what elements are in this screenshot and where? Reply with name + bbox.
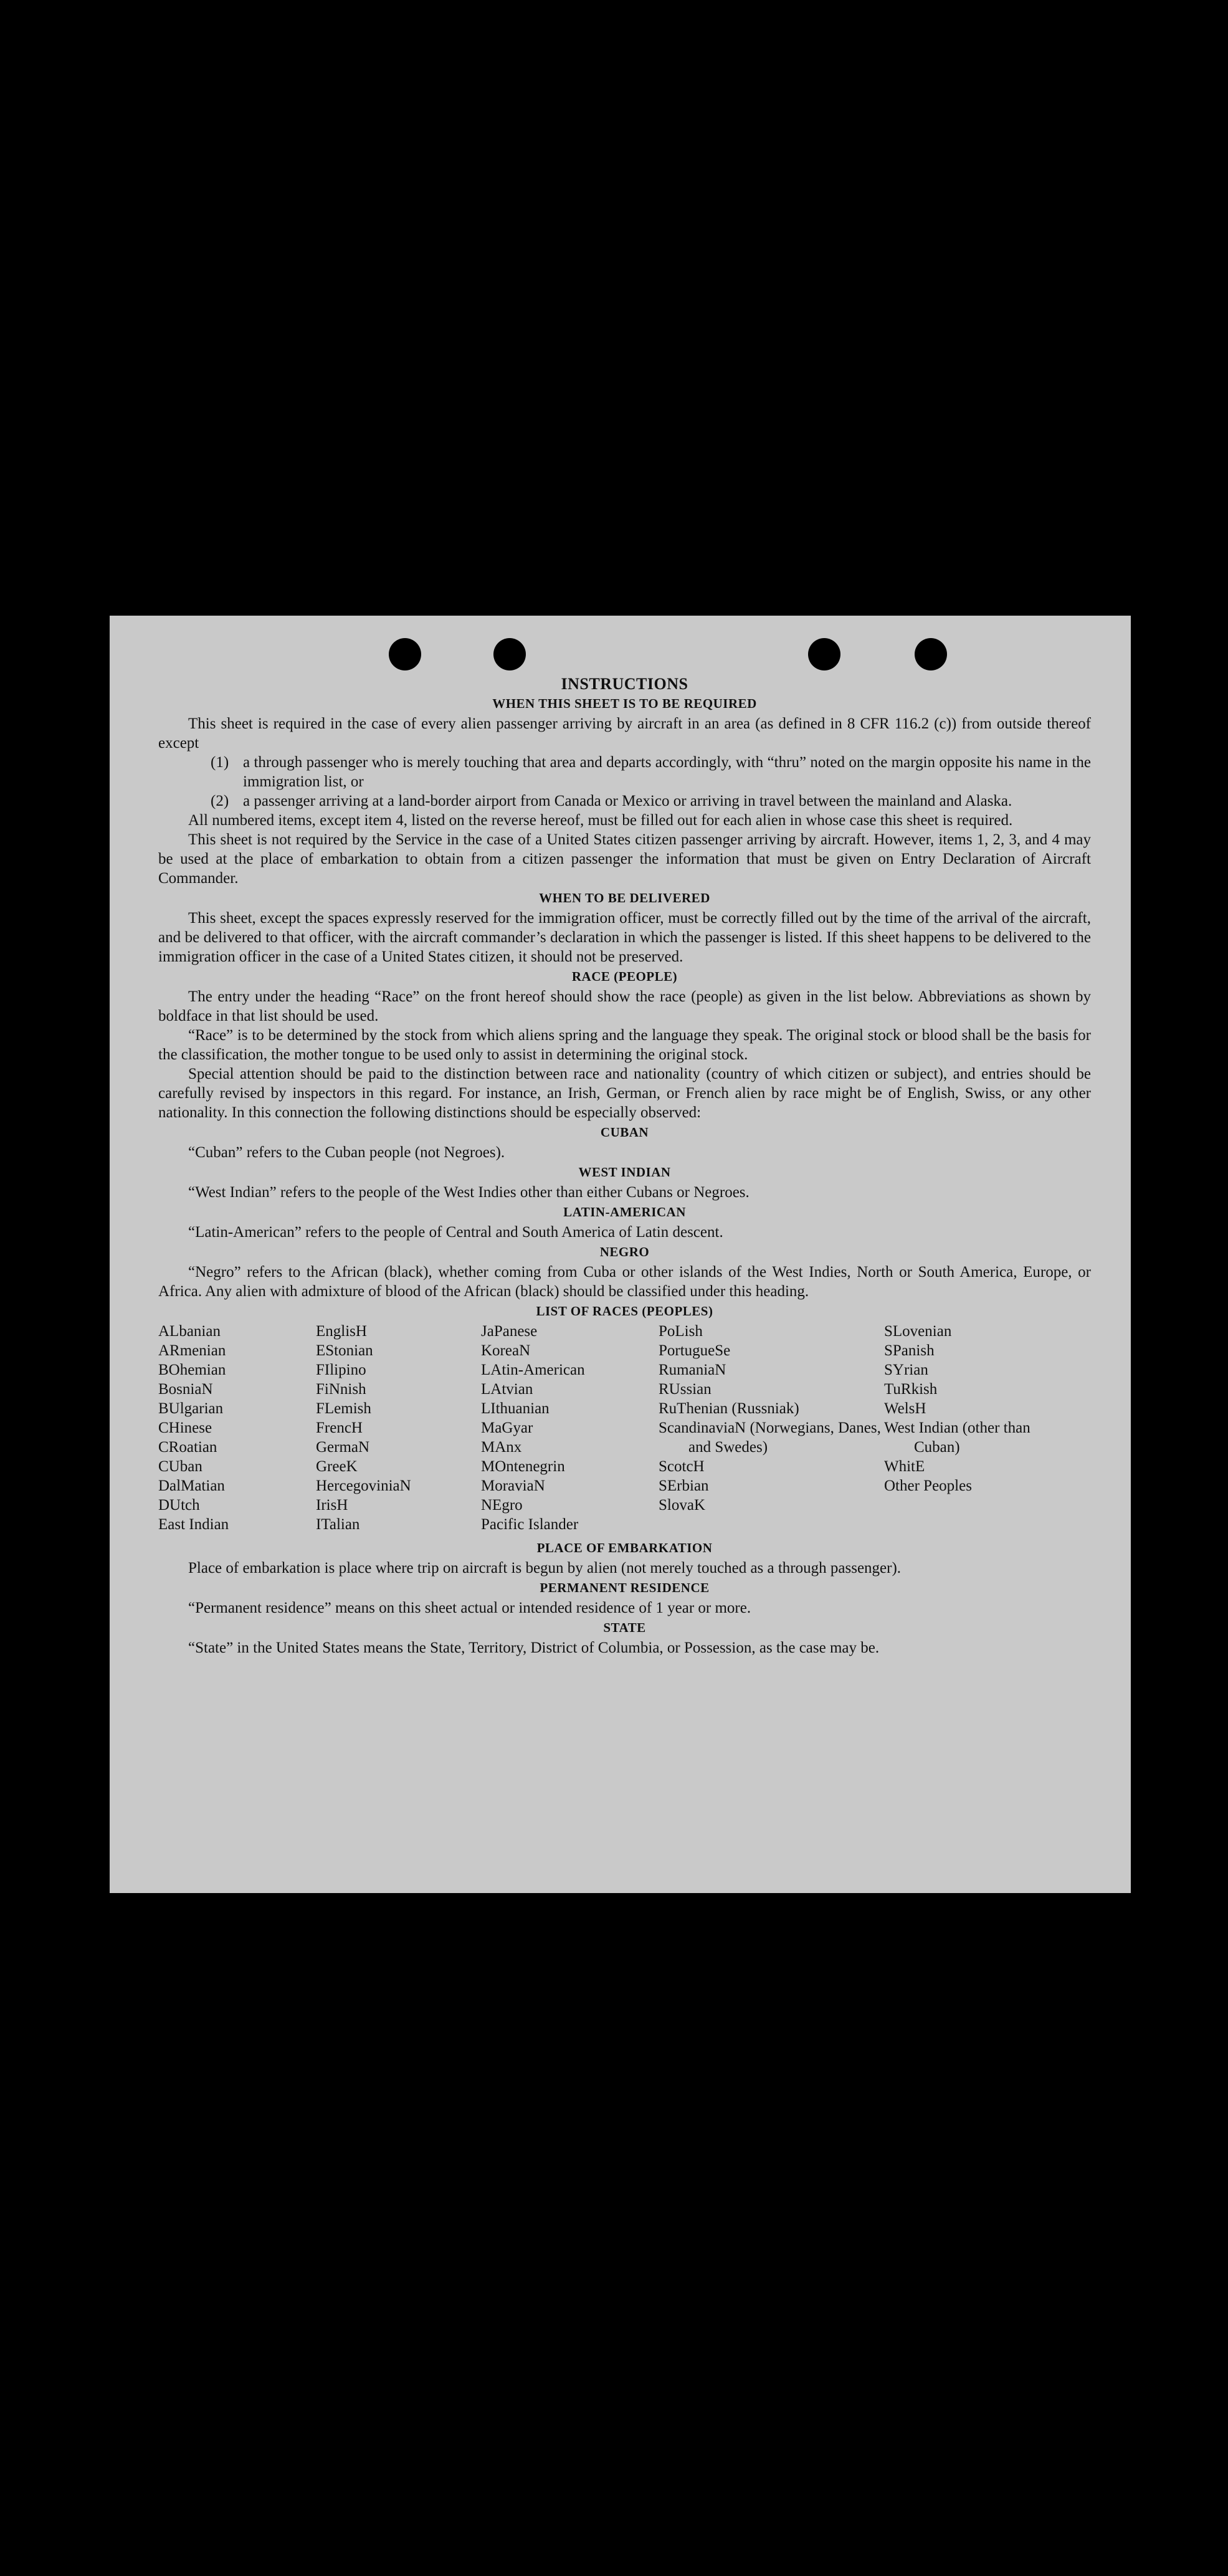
race-item: Other Peoples [884,1477,972,1494]
section-heading: CUBAN [600,1125,649,1140]
race-item: TuRkish [884,1381,938,1398]
section-heading: STATE [603,1620,646,1635]
race-column [158,1322,316,1534]
instruction-sheet [110,616,1131,1893]
item-number: (1) [211,754,229,771]
race-item: WelsH [884,1400,926,1417]
race-item: LAtvian [481,1381,533,1398]
race-item: RUssian [659,1381,712,1398]
race-item: MOntenegrin [481,1458,565,1475]
paragraph: This sheet is required in the case of every alien passenger arriving by aircraft in an area (as defined in 8 CFR 116.2 (c)) from outside thereof except [158,715,1091,751]
paragraph: The entry under the heading “Race” on the front hereof should show the race (people) as given in the list below. Abbreviations as shown by boldface in that list should be used. [158,988,1091,1024]
paragraph: “Permanent residence” means on this sheet actual or intended residence of 1 year or more. [188,1600,751,1616]
race-item: Pacific Islander [481,1516,579,1533]
section-heading: PLACE OF EMBARKATION [536,1540,713,1555]
race-item: ITalian [316,1516,360,1533]
page-title: INSTRUCTIONS [561,675,688,693]
item-text: a through passenger who is merely touching that area and departs accordingly, with “thru” noted on the margin opposite his name in the immigration list, or [243,754,1091,790]
paragraph: “Cuban” refers to the Cuban people (not Negroes). [188,1144,505,1161]
race-item: EnglisH [316,1323,367,1340]
race-list [158,1322,1091,1534]
section-heading: NEGRO [599,1244,650,1259]
race-item: ScandinaviaN (Norwegians, Danes, and Swedes) [659,1419,881,1456]
item-text: a passenger arriving at a land-border airport from Canada or Mexico or arriving in travel between the mainland and Alaska. [243,793,1012,809]
punch-hole [389,638,421,670]
race-item: MoraviaN [481,1477,545,1494]
race-item: West Indian (other than Cuban) [884,1419,1030,1456]
item-number: (2) [211,793,229,809]
race-item: FIlipino [316,1362,366,1378]
race-item: DUtch [158,1497,200,1514]
race-item: RumaniaN [659,1362,726,1378]
race-item: HercegoviniaN [316,1477,411,1494]
paragraph: “State” in the United States means the State, Territory, District of Columbia, or Possession, as the case may be. [188,1639,880,1656]
race-item: FLemish [316,1400,371,1417]
race-item: CHinese [158,1419,212,1436]
paragraph: “West Indian” refers to the people of the West Indies other than either Cubans or Negroes. [188,1184,750,1201]
race-item: FiNnish [316,1381,366,1398]
race-item: LIthuanian [481,1400,550,1417]
race-item: ARmenian [158,1342,226,1359]
race-column [659,1322,884,1534]
section-heading: WEST INDIAN [578,1165,671,1180]
race-item: RuThenian (Russniak) [659,1400,799,1417]
race-item: LAtin-American [481,1362,585,1378]
paragraph: “Negro” refers to the African (black), whether coming from Cuba or other islands of the West Indies, North or South America, Europe, or Africa. Any alien with admixture of blood of the African (black) should be classified under this heading. [158,1264,1091,1300]
section-heading: RACE (PEOPLE) [571,969,678,984]
paragraph: “Race” is to be determined by the stock from which aliens spring and the language they speak. The original stock or blood shall be the basis for the classification, the mother tongue to be used only to assist in determining the original stock. [158,1027,1091,1063]
race-item: GermaN [316,1439,370,1456]
list-item [211,791,1091,811]
race-item: SlovaK [659,1497,705,1514]
race-item: MAnx [481,1439,522,1456]
race-item: WhitE [884,1458,925,1475]
paragraph: This sheet is not required by the Service in the case of a United States citizen passenger arriving by aircraft. However, items 1, 2, 3, and 4 may be used at the place of embarkation to obtain from a citizen passenger the information that must be given on Entry Declaration of Aircraft Commander. [158,831,1091,887]
paragraph: This sheet, except the spaces expressly reserved for the immigration officer, must be correctly filled out by the time of the arrival of the aircraft, and be delivered to that officer, with the aircraft commander’s declaration in which the passenger is listed. If this sheet happens to be delivered to the immigration officer in the case of a United States citizen, it should not be preserved. [158,910,1091,965]
race-item: PoLish [659,1323,703,1340]
paragraph: Place of embarkation is place where trip on aircraft is begun by alien (not merely touched as a through passenger). [188,1560,902,1577]
race-column [481,1322,659,1534]
race-item: EStonian [316,1342,373,1359]
race-column [884,1322,1046,1534]
punch-hole [808,638,840,670]
race-item: JaPanese [481,1323,538,1340]
section-heading: LIST OF RACES (PEOPLES) [536,1304,713,1319]
section-heading: WHEN THIS SHEET IS TO BE REQUIRED [492,696,757,711]
race-item: ScotcH [659,1458,705,1475]
paragraph: “Latin-American” refers to the people of Central and South America of Latin descent. [188,1224,723,1241]
race-item: KoreaN [481,1342,531,1359]
section-heading: WHEN TO BE DELIVERED [539,890,710,905]
section-heading: LATIN-AMERICAN [563,1205,686,1219]
paragraph: Special attention should be paid to the distinction between race and nationality (country of which citizen or subject), and entries should be carefully revised by inspectors in this regard. For instance, an Irish, German, or French alien by race might be of English, Swiss, or any other nationality. In this connection the following distinctions should be especially observed: [158,1066,1091,1121]
race-item: PortugueSe [659,1342,731,1359]
race-item: CRoatian [158,1439,217,1456]
race-item: SErbian [659,1477,709,1494]
punch-hole [915,638,947,670]
race-item: BOhemian [158,1362,226,1378]
section-heading: PERMANENT RESIDENCE [540,1580,710,1595]
race-item: FrencH [316,1419,363,1436]
race-item: BosniaN [158,1381,213,1398]
punch-hole [493,638,526,670]
race-item: SLovenian [884,1323,952,1340]
list-item [211,753,1091,791]
race-item: NEgro [481,1497,523,1514]
paragraph: All numbered items, except item 4, listed on the reverse hereof, must be filled out for each alien in whose case this sheet is required. [188,812,1013,829]
race-item: ALbanian [158,1323,221,1340]
race-item: East Indian [158,1516,229,1533]
race-column [316,1322,481,1534]
race-item: MaGyar [481,1419,533,1436]
race-item: SYrian [884,1362,928,1378]
race-item: SPanish [884,1342,935,1359]
race-item: BUlgarian [158,1400,224,1417]
race-item: IrisH [316,1497,348,1514]
race-item: GreeK [316,1458,358,1475]
race-item: DalMatian [158,1477,225,1494]
race-item: CUban [158,1458,202,1475]
